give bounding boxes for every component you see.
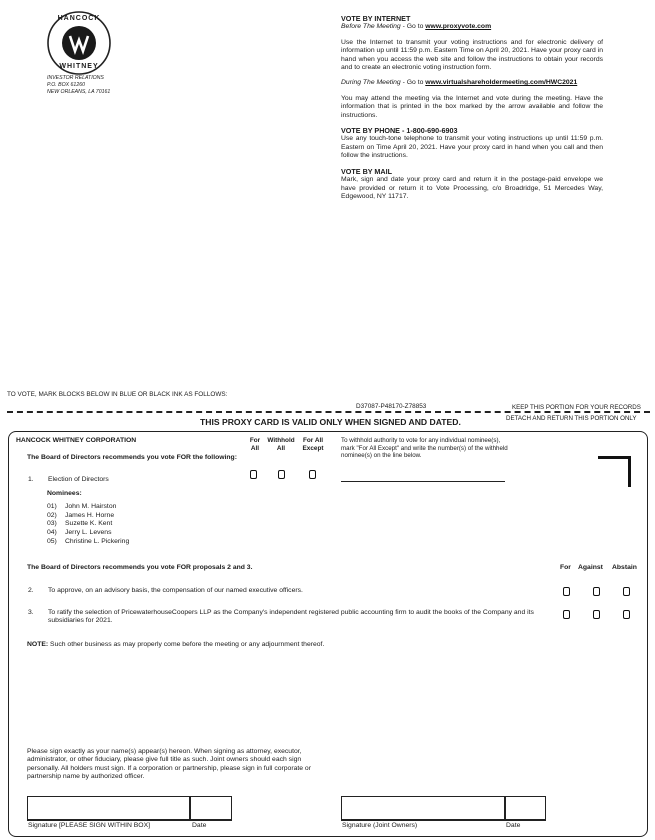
list-item xyxy=(47,529,129,538)
board-recommendation-2: The Board of Directors recommends you vote FOR proposals 2 and 3. xyxy=(27,564,253,571)
withheld-nominee-line[interactable] xyxy=(341,481,505,482)
vote-phone-heading: VOTE BY PHONE - 1-800-690-6903 xyxy=(341,126,458,136)
date-label: Date xyxy=(192,822,207,829)
item-1-number: 1. xyxy=(28,476,34,483)
list-item xyxy=(47,538,129,547)
address-line: NEW ORLEANS, LA 70161 xyxy=(47,89,111,95)
col-for-all-except-line: Except xyxy=(302,444,324,452)
vote-internet-heading: VOTE BY INTERNET xyxy=(341,14,411,23)
before-meeting-text: Use the Internet to transmit your voting instructions and for electronic delivery of information up until 11:59 p.m. Eastern Time on April 20, 2021. Have your proxy card in hand when you access the web site and follow the instructions to obtain your records and to create an electronic voting instruction form. xyxy=(341,38,603,72)
signature-box[interactable] xyxy=(27,796,190,820)
during-meeting-line xyxy=(341,79,603,87)
nominee-list xyxy=(47,503,129,547)
nominee-number: 01) xyxy=(47,503,57,510)
date-box[interactable] xyxy=(190,796,232,820)
list-item xyxy=(47,512,129,521)
joint-signature-label: Signature (Joint Owners) xyxy=(342,822,418,829)
col-for-all-except-line: For All xyxy=(303,437,323,444)
col-withhold-all-line: Withhold xyxy=(267,437,295,444)
joint-signature-box[interactable] xyxy=(341,796,505,820)
nominee-number: 05) xyxy=(47,537,57,545)
nominee-name: James H. Horne xyxy=(65,511,115,519)
during-meeting-text: You may attend the meeting via the Internet and vote during the meeting. Have the information that is printed in the box marked by the arrow available and follow the instructions. xyxy=(341,94,603,119)
nominee-name: Jerry L. Levens xyxy=(65,529,112,537)
col-for-all-line: For xyxy=(249,437,261,444)
list-item xyxy=(47,503,129,512)
marking-instructions: TO VOTE, MARK BLOCKS BELOW IN BLUE OR BLACK INK AS FOLLOWS: xyxy=(7,391,228,398)
address-line: INVESTOR RELATIONS xyxy=(47,75,104,81)
withhold-instructions: To withhold authority to vote for any individual nominee(s), mark "For All Except" and write the number(s) of the withheld nominee(s) on the line below. xyxy=(341,437,508,460)
mailing-address xyxy=(47,75,110,96)
during-meeting-prefix: - Go to xyxy=(400,79,426,87)
col-abstain: Abstain xyxy=(612,564,637,571)
vote-mail-text: Mark, sign and date your proxy card and return it in the postage-paid envelope we have provided or return it to Vote Processing, c/o Broadridge, 51 Mercedes Way, Edgewood, NY 11717. xyxy=(341,176,603,200)
vote-mail-heading: VOTE BY MAIL xyxy=(341,166,392,176)
item-3-number: 3. xyxy=(28,609,34,616)
board-recommendation-1: The Board of Directors recommends you vote FOR the following: xyxy=(27,454,237,461)
item-1 xyxy=(28,476,109,484)
company-name: HANCOCK WHITNEY CORPORATION xyxy=(16,437,137,444)
joint-date-label: Date xyxy=(506,822,521,829)
col-for-all-except xyxy=(298,437,328,452)
item-2-text: To approve, on an advisory basis, the compensation of our named executive officers. xyxy=(48,587,303,594)
nominee-number: 04) xyxy=(47,529,57,537)
before-meeting-label: Before The Meeting xyxy=(341,23,401,31)
item-2 xyxy=(28,587,548,595)
keep-portion-label: KEEP THIS PORTION FOR YOUR RECORDS xyxy=(512,404,641,411)
joint-signature-label-line xyxy=(341,820,546,821)
checkbox-item3-abstain[interactable] xyxy=(623,610,630,619)
nominee-number: 03) xyxy=(47,520,57,528)
nominee-name: Christine L. Pickering xyxy=(65,537,130,545)
checkbox-for-all[interactable] xyxy=(250,470,257,479)
col-against: Against xyxy=(578,564,603,571)
proxyvote-link[interactable]: www.proxyvote.com xyxy=(425,23,492,31)
item-3 xyxy=(28,609,548,626)
note-text: Such other business as may properly come before the meeting or any adjournment thereof. xyxy=(48,641,325,648)
nominee-number: 02) xyxy=(47,511,57,519)
detach-line xyxy=(7,411,650,413)
checkbox-item2-against[interactable] xyxy=(593,587,600,596)
control-number: D37087-P48170-Z78853 xyxy=(356,403,427,410)
corner-arrow-mark xyxy=(598,456,631,487)
checkbox-item2-for[interactable] xyxy=(563,587,570,596)
checkbox-for-all-except[interactable] xyxy=(309,470,316,479)
item-2-number: 2. xyxy=(28,587,34,594)
company-logo xyxy=(46,10,112,76)
before-meeting-line xyxy=(341,23,603,31)
signature-label: Signature [PLEASE SIGN WITHIN BOX] xyxy=(28,822,151,829)
valid-notice: THIS PROXY CARD IS VALID ONLY WHEN SIGNED AND DATED. xyxy=(200,417,461,427)
col-withhold-all xyxy=(264,437,298,452)
before-meeting-prefix: - Go to xyxy=(400,23,426,31)
checkbox-item3-against[interactable] xyxy=(593,610,600,619)
nominees-label: Nominees: xyxy=(47,490,82,497)
vote-phone-text: Use any touch-tone telephone to transmit your voting instructions up until 11:59 p.m. Eastern on Time April 20, 2021. Have your proxy card in hand when you call and then follow the instructions. xyxy=(341,135,603,160)
note xyxy=(27,641,324,649)
logo-text-bottom: WHITNEY xyxy=(59,63,99,70)
detach-portion-label: DETACH AND RETURN THIS PORTION ONLY xyxy=(506,415,637,422)
col-withhold-all-line: All xyxy=(276,444,286,452)
during-meeting-label: During The Meeting xyxy=(341,79,401,87)
nominee-name: John M. Hairston xyxy=(65,503,117,510)
list-item xyxy=(47,520,129,529)
checkbox-item3-for[interactable] xyxy=(563,610,570,619)
joint-date-box[interactable] xyxy=(505,796,546,820)
col-for: For xyxy=(560,564,571,571)
signing-instructions: Please sign exactly as your name(s) appear(s) hereon. When signing as attorney, executor, administrator, or other fiduciary, please give full title as such. Joint owners should each sign personally. All holders must sign. If a corporation or partnership, please sign in full corporate or partnership name by authorized officer. xyxy=(27,748,311,781)
item-3-text: To ratify the selection of PricewaterhouseCoopers LLP as the Company's independent registered public accounting firm to audit the books of the Company and its subsidiaries for 2021. xyxy=(48,609,534,625)
col-for-all-line: All xyxy=(250,444,260,452)
virtual-meeting-link[interactable]: www.virtualshareholdermeeting.com/HWC2021 xyxy=(425,79,578,87)
logo-text-top: HANCOCK xyxy=(57,15,101,22)
signature-label-line xyxy=(27,820,232,821)
checkbox-item2-abstain[interactable] xyxy=(623,587,630,596)
checkbox-withhold-all[interactable] xyxy=(278,470,285,479)
nominee-name: Suzette K. Kent xyxy=(65,520,113,528)
vote-instructions xyxy=(341,15,603,201)
item-1-text: Election of Directors xyxy=(48,476,109,483)
note-label: NOTE: xyxy=(27,641,49,648)
col-for-all xyxy=(246,437,264,452)
address-line: P.O. BOX 61260 xyxy=(47,82,85,88)
